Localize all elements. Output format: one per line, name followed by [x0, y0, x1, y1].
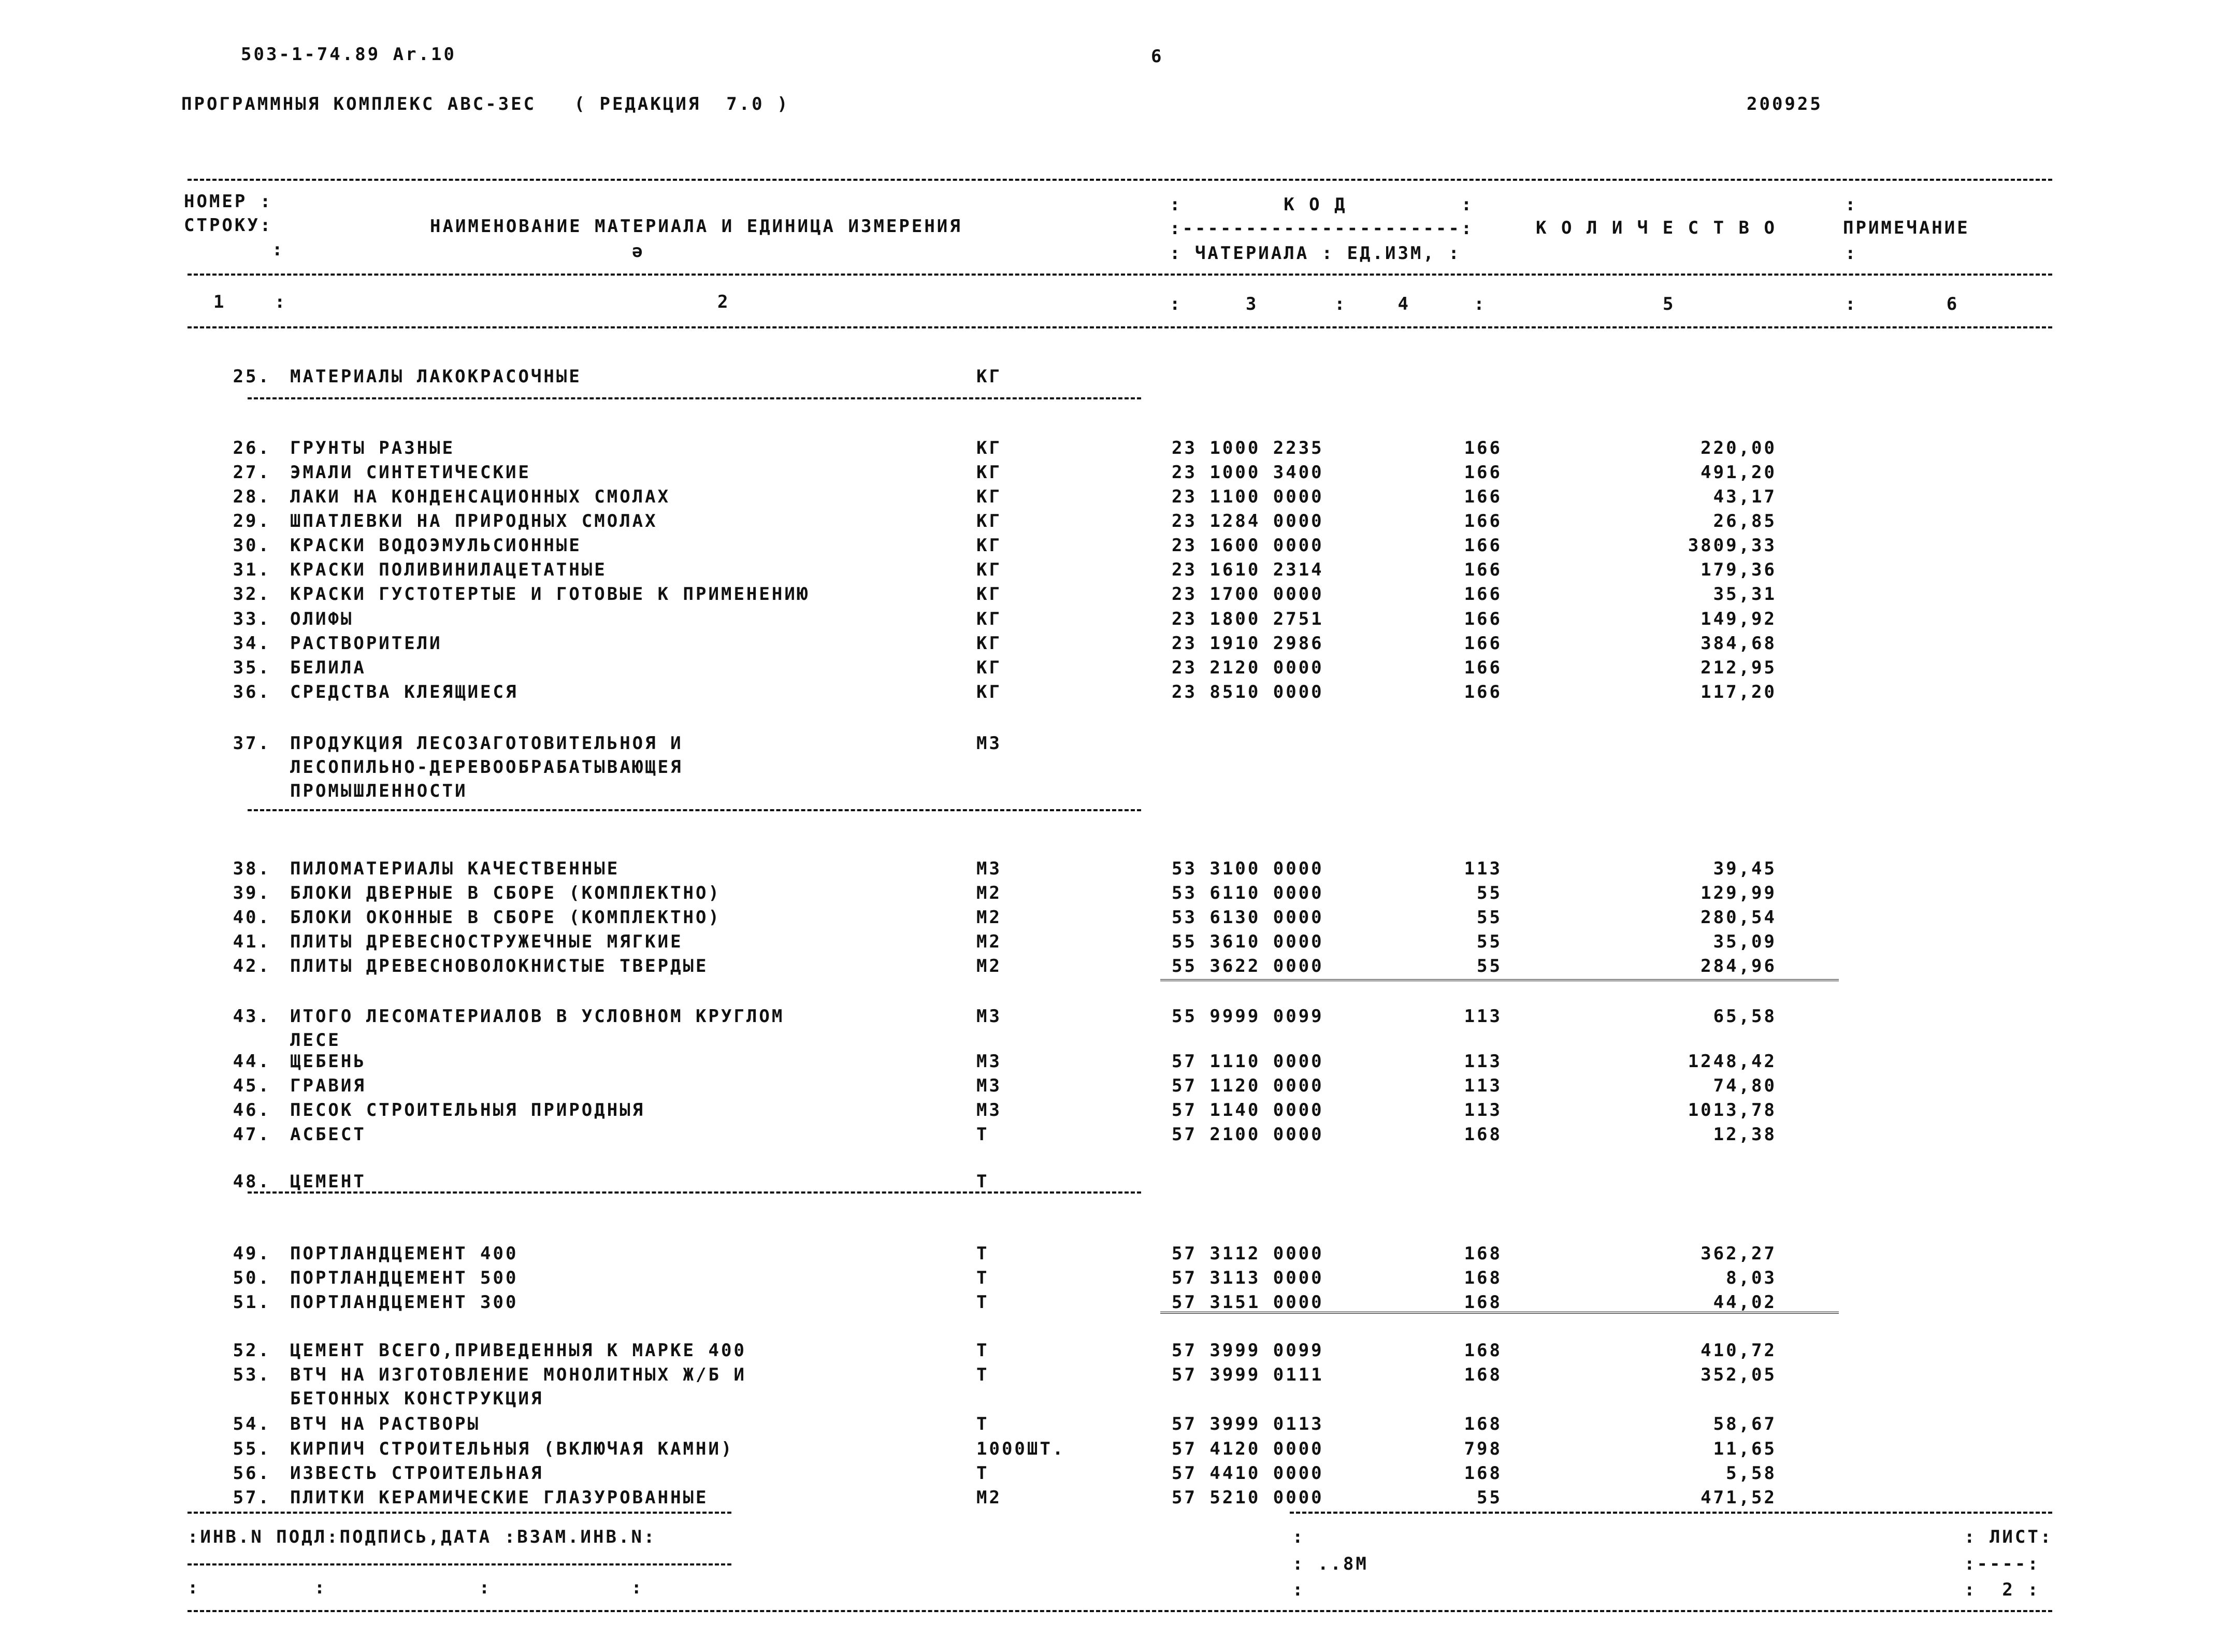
footer-mid-rule: [188, 1563, 731, 1565]
quantity: 179,36: [1701, 559, 1777, 580]
footer-sheet-number: : 2 :: [1964, 1579, 2040, 1600]
material-code: 57 3112 0000: [1172, 1243, 1324, 1264]
material-name: ГРУНТЫ РАЗНЫЕ: [290, 438, 455, 458]
material-name: ЦЕМЕНТ: [290, 1171, 366, 1192]
column-number-6: : 6: [1845, 294, 1960, 314]
quantity: 12,38: [1713, 1124, 1777, 1145]
document-code: 503-1-74.89 Ar.10: [241, 44, 456, 65]
footer-rule-left: [188, 1512, 731, 1514]
quantity: 117,20: [1701, 682, 1777, 702]
row-number: 31.: [233, 559, 271, 580]
unit: КГ: [976, 486, 1002, 507]
unit: КГ: [976, 584, 1002, 605]
row-number: 48.: [233, 1171, 271, 1192]
material-code: 57 3151 0000: [1172, 1292, 1324, 1313]
row-number: 26.: [233, 438, 271, 458]
material-code: 23 1100 0000: [1172, 486, 1324, 507]
unit: Т: [976, 1124, 989, 1145]
material-name: ВТЧ НА ИЗГОТОВЛЕНИЕ МОНОЛИТНЫХ Ж/Б И: [290, 1364, 746, 1385]
unit: 1000ШТ.: [976, 1439, 1065, 1459]
material-name: ИТОГО ЛЕСОМАТЕРИАЛОВ В УСЛОВНОМ КРУГЛОМ: [290, 1006, 785, 1027]
material-name-line3: ПРОМЫШЛЕННОСТИ: [290, 781, 468, 801]
unit-code: 798: [1464, 1439, 1502, 1459]
unit: М2: [976, 883, 1002, 903]
unit: КГ: [976, 462, 1002, 483]
unit-code: 166: [1464, 584, 1502, 605]
material-code: 23 1800 2751: [1172, 609, 1324, 629]
material-code: 23 1910 2986: [1172, 633, 1324, 654]
row-number: 29.: [233, 511, 271, 531]
footer-bottom-rule: [188, 1610, 2052, 1612]
unit: М2: [976, 1487, 1002, 1508]
material-code: 53 6110 0000: [1172, 883, 1324, 903]
unit: КГ: [976, 682, 1002, 702]
material-name: СРЕДСТВА КЛЕЯЩИЕСЯ: [290, 682, 518, 702]
header-material-marker: ә: [632, 241, 645, 262]
quantity: 44,02: [1713, 1292, 1777, 1313]
material-code: 23 1700 0000: [1172, 584, 1324, 605]
material-code: 53 3100 0000: [1172, 858, 1324, 879]
material-code: 57 3999 0099: [1172, 1340, 1324, 1361]
column-number-5: 5: [1663, 294, 1676, 314]
unit: Т: [976, 1171, 989, 1192]
material-name-line2: ЛЕСОПИЛЬНО-ДЕРЕВООБРАБАТЫВАЮЩЕЯ: [290, 757, 683, 778]
row-number: 45.: [233, 1075, 271, 1096]
material-name: ПЛИТЫ ДРЕВЕСНОВОЛОКНИСТЫЕ ТВЕРДЫЕ: [290, 956, 709, 976]
unit-code: 168: [1464, 1414, 1502, 1434]
header-top-rule: [188, 179, 2052, 181]
unit: Т: [976, 1292, 989, 1313]
total-rule-timber: [1160, 979, 1839, 983]
material-code: 57 3999 0113: [1172, 1414, 1324, 1434]
material-name: БЕЛИЛА: [290, 657, 366, 678]
material-code: 57 5210 0000: [1172, 1487, 1324, 1508]
row-number: 28.: [233, 486, 271, 507]
material-name: КРАСКИ ПОЛИВИНИЛАЦЕТАТНЫЕ: [290, 559, 607, 580]
section-rule-cement: [248, 1191, 1141, 1194]
footer-signature-block: :ИНВ.N ПОДЛ:ПОДПИСЬ,ДАТА :ВЗАМ.ИНВ.N:: [188, 1527, 657, 1547]
quantity: 43,17: [1713, 486, 1777, 507]
quantity: 1013,78: [1688, 1100, 1777, 1121]
row-number: 37.: [233, 733, 271, 754]
quantity: 35,09: [1713, 931, 1777, 952]
column-number-3-4: : 3 : 4 :: [1170, 294, 1487, 314]
row-number: 33.: [233, 609, 271, 629]
row-number: 50.: [233, 1268, 271, 1288]
total-rule-cement: [1160, 1312, 1839, 1316]
unit-code: 55: [1477, 1487, 1502, 1508]
row-number: 57.: [233, 1487, 271, 1508]
material-name: ПЕСОК СТРОИТЕЛЬНЫЯ ПРИРОДНЫЯ: [290, 1100, 645, 1121]
unit: М3: [976, 858, 1002, 879]
header-sep-b: :: [1845, 243, 1858, 264]
quantity: 384,68: [1701, 633, 1777, 654]
header-row-number-a: НОМЕР :: [184, 191, 273, 212]
row-number: 49.: [233, 1243, 271, 1264]
quantity: 149,92: [1701, 609, 1777, 629]
material-name: ШПАТЛЕВКИ НА ПРИРОДНЫХ СМОЛАХ: [290, 511, 658, 531]
column-number-sep: :: [275, 292, 287, 312]
header-material-name: НАИМЕНОВАНИЕ МАТЕРИАЛА И ЕДИНИЦА ИЗМЕРЕНИЯ: [430, 216, 962, 237]
unit-code: 168: [1464, 1243, 1502, 1264]
quantity: 58,67: [1713, 1414, 1777, 1434]
unit-code: 166: [1464, 462, 1502, 483]
column-number-2: 2: [717, 292, 730, 312]
quantity: 491,20: [1701, 462, 1777, 483]
row-number: 25.: [233, 366, 271, 387]
material-name: КРАСКИ ГУСТОТЕРТЫЕ И ГОТОВЫЕ К ПРИМЕНЕНИЮ: [290, 584, 810, 605]
quantity: 352,05: [1701, 1364, 1777, 1385]
material-name: БЛОКИ ОКОННЫЕ В СБОРЕ (КОМПЛЕКТНО): [290, 907, 721, 928]
unit: Т: [976, 1268, 989, 1288]
unit-code: 55: [1477, 883, 1502, 903]
unit: Т: [976, 1414, 989, 1434]
material-code: 57 3999 0111: [1172, 1364, 1324, 1385]
row-number: 54.: [233, 1414, 271, 1434]
quantity: 362,27: [1701, 1243, 1777, 1264]
header-note: ПРИМЕЧАНИЕ: [1843, 218, 1970, 238]
unit-code: 113: [1464, 1100, 1502, 1121]
header-mid-rule: [188, 274, 2052, 276]
quantity: 280,54: [1701, 907, 1777, 928]
row-number: 44.: [233, 1051, 271, 1072]
unit-code: 55: [1477, 931, 1502, 952]
material-code: 23 8510 0000: [1172, 682, 1324, 702]
material-name: ПЛИТКИ КЕРАМИЧЕСКИЕ ГЛАЗУРОВАННЫЕ: [290, 1487, 709, 1508]
row-number: 38.: [233, 858, 271, 879]
material-name: МАТЕРИАЛЫ ЛАКОКРАСОЧНЫЕ: [290, 366, 582, 387]
row-number: 46.: [233, 1100, 271, 1121]
unit: КГ: [976, 609, 1002, 629]
footer-center-sep-a: :: [1292, 1527, 1305, 1547]
material-code: 23 1000 2235: [1172, 438, 1324, 458]
unit-code: 166: [1464, 486, 1502, 507]
unit: КГ: [976, 559, 1002, 580]
quantity: 74,80: [1713, 1075, 1777, 1096]
unit-code: 168: [1464, 1340, 1502, 1361]
column-number-1: 1: [213, 292, 226, 312]
document-id: 200925: [1747, 94, 1823, 114]
material-name: ПИЛОМАТЕРИАЛЫ КАЧЕСТВЕННЫЕ: [290, 858, 620, 879]
quantity: 1248,42: [1688, 1051, 1777, 1072]
header-bottom-rule: [188, 326, 2052, 328]
material-code: 55 3610 0000: [1172, 931, 1324, 952]
quantity: 11,65: [1713, 1439, 1777, 1459]
material-code: 23 1000 3400: [1172, 462, 1324, 483]
row-number: 47.: [233, 1124, 271, 1145]
quantity: 65,58: [1713, 1006, 1777, 1027]
unit: КГ: [976, 366, 1002, 387]
material-code: 57 4120 0000: [1172, 1439, 1324, 1459]
quantity: 26,85: [1713, 511, 1777, 531]
row-number: 43.: [233, 1006, 271, 1027]
material-name: КИРПИЧ СТРОИТЕЛЬНЫЯ (ВКЛЮЧАЯ КАМНИ): [290, 1439, 734, 1459]
material-name: ЭМАЛИ СИНТЕТИЧЕСКИЕ: [290, 462, 531, 483]
header-sep-a: :: [1845, 194, 1858, 215]
row-number: 30.: [233, 535, 271, 556]
unit: Т: [976, 1243, 989, 1264]
unit-code: 168: [1464, 1292, 1502, 1313]
unit-code: 166: [1464, 682, 1502, 702]
material-code: 55 9999 0099: [1172, 1006, 1324, 1027]
material-code: 55 3622 0000: [1172, 956, 1324, 976]
row-number: 32.: [233, 584, 271, 605]
material-code: 23 2120 0000: [1172, 657, 1324, 678]
material-name: РАСТВОРИТЕЛИ: [290, 633, 442, 654]
unit-code: 113: [1464, 1051, 1502, 1072]
quantity: 8,03: [1726, 1268, 1777, 1288]
row-number: 56.: [233, 1463, 271, 1484]
unit-code: 166: [1464, 609, 1502, 629]
row-number: 41.: [233, 931, 271, 952]
footer-sheet-divider: :----:: [1964, 1554, 2040, 1574]
quantity: 129,99: [1701, 883, 1777, 903]
section-rule-paint: [248, 397, 1141, 399]
material-name: ИЗВЕСТЬ СТРОИТЕЛЬНАЯ: [290, 1463, 544, 1484]
material-name: ГРАВИЯ: [290, 1075, 366, 1096]
footer-center-mark: : ..8М: [1292, 1554, 1368, 1574]
row-number: 42.: [233, 956, 271, 976]
unit-code: 168: [1464, 1463, 1502, 1484]
material-name-line2: ЛЕСЕ: [290, 1030, 341, 1051]
footer-sheet-label: : ЛИСТ:: [1964, 1527, 2053, 1547]
row-number: 39.: [233, 883, 271, 903]
row-number: 55.: [233, 1439, 271, 1459]
quantity: 284,96: [1701, 956, 1777, 976]
material-code: 57 3113 0000: [1172, 1268, 1324, 1288]
material-name: ВТЧ НА РАСТВОРЫ: [290, 1414, 481, 1434]
row-number: 35.: [233, 657, 271, 678]
program-title: ПРОГРАММНЫЯ КОМПЛЕКС АВС-3ЕС ( РЕДАКЦИЯ 7.0 ): [181, 94, 790, 114]
material-code: 23 1284 0000: [1172, 511, 1324, 531]
unit: М3: [976, 1051, 1002, 1072]
unit: КГ: [976, 511, 1002, 531]
footer-rule-right: [1290, 1512, 2052, 1514]
unit: М3: [976, 1100, 1002, 1121]
material-name: ПОРТЛАНДЦЕМЕНТ 300: [290, 1292, 518, 1313]
header-code-divider: :----------------------:: [1170, 218, 1474, 239]
material-name: ЦЕМЕНТ ВСЕГО,ПРИВЕДЕННЫЯ К МАРКЕ 400: [290, 1340, 746, 1361]
quantity: 220,00: [1701, 438, 1777, 458]
unit: Т: [976, 1340, 989, 1361]
unit: КГ: [976, 438, 1002, 458]
material-name: ЩЕБЕНЬ: [290, 1051, 366, 1072]
material-name: ОЛИФЫ: [290, 609, 354, 629]
quantity: 212,95: [1701, 657, 1777, 678]
unit-code: 168: [1464, 1268, 1502, 1288]
unit-code: 166: [1464, 633, 1502, 654]
material-code: 57 2100 0000: [1172, 1124, 1324, 1145]
unit-code: 168: [1464, 1364, 1502, 1385]
material-name-line2: БЕТОННЫХ КОНСТРУКЦИЯ: [290, 1388, 544, 1409]
material-code: 53 6130 0000: [1172, 907, 1324, 928]
unit-code: 55: [1477, 907, 1502, 928]
header-code: : К О Д :: [1170, 194, 1474, 215]
material-code: 57 4410 0000: [1172, 1463, 1324, 1484]
quantity: 5,58: [1726, 1463, 1777, 1484]
unit: КГ: [976, 535, 1002, 556]
unit-code: 168: [1464, 1124, 1502, 1145]
row-number: 34.: [233, 633, 271, 654]
material-code: 23 1610 2314: [1172, 559, 1324, 580]
unit: КГ: [976, 633, 1002, 654]
material-name: АСБЕСТ: [290, 1124, 366, 1145]
material-name: ЛАКИ НА КОНДЕНСАЦИОННЫХ СМОЛАХ: [290, 486, 671, 507]
footer-center-sep-b: :: [1292, 1579, 1305, 1600]
row-number: 40.: [233, 907, 271, 928]
unit-code: 55: [1477, 956, 1502, 976]
row-number: 52.: [233, 1340, 271, 1361]
header-code-subcolumns: : ЧАТЕРИАЛА : ЕД.ИЗМ, :: [1170, 243, 1461, 264]
header-quantity: К О Л И Ч Е С Т В О: [1536, 218, 1777, 238]
unit-code: 166: [1464, 511, 1502, 531]
row-number: 53.: [233, 1364, 271, 1385]
material-name: КРАСКИ ВОДОЭМУЛЬСИОННЫЕ: [290, 535, 582, 556]
unit: М2: [976, 956, 1002, 976]
material-code: 57 1140 0000: [1172, 1100, 1324, 1121]
unit: М3: [976, 733, 1002, 754]
unit-code: 113: [1464, 858, 1502, 879]
unit-code: 166: [1464, 657, 1502, 678]
material-name: ПЛИТЫ ДРЕВЕСНОСТРУЖЕЧНЫЕ МЯГКИЕ: [290, 931, 683, 952]
unit: М3: [976, 1006, 1002, 1027]
unit: М3: [976, 1075, 1002, 1096]
row-number: 51.: [233, 1292, 271, 1313]
header-row-number-c: :: [272, 239, 285, 260]
material-code: 57 1120 0000: [1172, 1075, 1324, 1096]
row-number: 36.: [233, 682, 271, 702]
material-code: 57 1110 0000: [1172, 1051, 1324, 1072]
quantity: 35,31: [1713, 584, 1777, 605]
material-code: 23 1600 0000: [1172, 535, 1324, 556]
unit: Т: [976, 1463, 989, 1484]
footer-signature-cells: : : : :: [188, 1577, 644, 1598]
unit: Т: [976, 1364, 989, 1385]
header-row-number-b: СТРОКУ:: [184, 215, 273, 236]
page-number: 6: [1151, 46, 1164, 67]
material-name: ПОРТЛАНДЦЕМЕНТ 400: [290, 1243, 518, 1264]
unit-code: 166: [1464, 559, 1502, 580]
quantity: 410,72: [1701, 1340, 1777, 1361]
unit-code: 113: [1464, 1075, 1502, 1096]
material-name: ПРОДУКЦИЯ ЛЕСОЗАГОТОВИТЕЛЬНОЯ И: [290, 733, 683, 754]
unit: М2: [976, 931, 1002, 952]
section-rule-timber: [248, 809, 1141, 811]
unit: КГ: [976, 657, 1002, 678]
unit-code: 166: [1464, 438, 1502, 458]
unit-code: 113: [1464, 1006, 1502, 1027]
row-number: 27.: [233, 462, 271, 483]
quantity: 39,45: [1713, 858, 1777, 879]
quantity: 471,52: [1701, 1487, 1777, 1508]
unit: М2: [976, 907, 1002, 928]
material-name: БЛОКИ ДВЕРНЫЕ В СБОРЕ (КОМПЛЕКТНО): [290, 883, 721, 903]
quantity: 3809,33: [1688, 535, 1777, 556]
material-name: ПОРТЛАНДЦЕМЕНТ 500: [290, 1268, 518, 1288]
unit-code: 166: [1464, 535, 1502, 556]
